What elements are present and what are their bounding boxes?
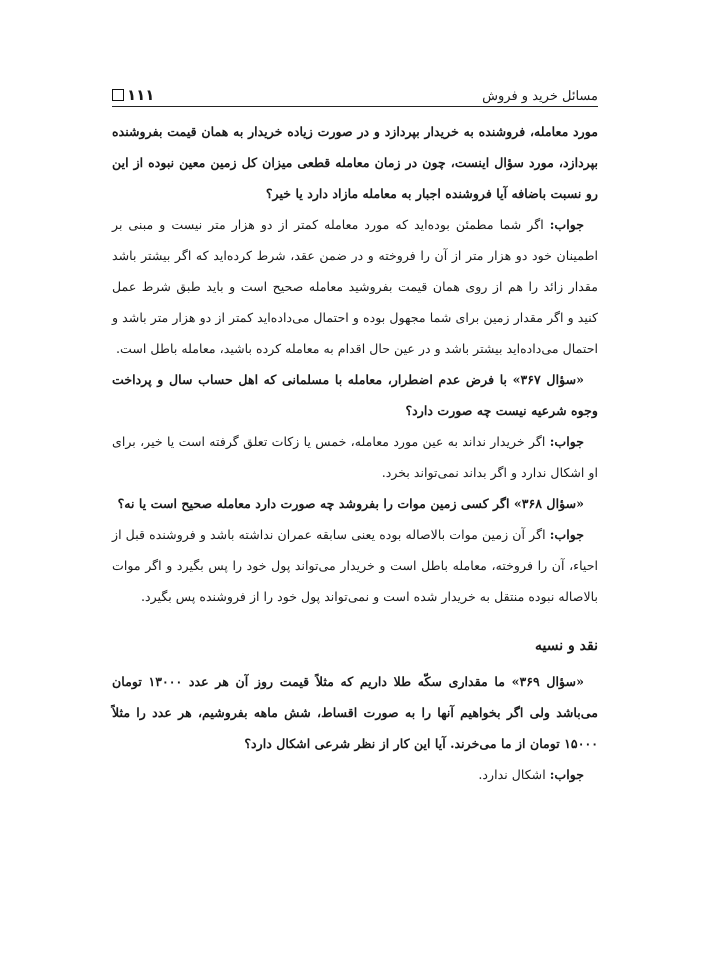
question-continuation: مورد معامله، فروشنده به خریدار بپردازد و در صورت زیاده خریدار به همان قیمت بفروشنده بپردازد، مورد سؤال اینست، چون در زمان معامله قطعی میزان کل زمین معین نبوده از این رو نسبت باضافه آیا فروشنده اجبار به معامله مازاد دارد یا خیر؟ — [112, 124, 598, 201]
answer-paragraph — [112, 519, 598, 612]
question-369: «سؤال ۳۶۹» ما مقداری سکّه طلا داریم که مثلاً قیمت روز آن هر عدد ۱۳۰۰۰ تومان می‌باشد ولی اگر بخواهیم آنها را به صورت اقساط، شش ماهه بفروشیم، هر عدد را مثلاً ۱۵۰۰۰ تومان از ما می‌خرند. آیا این کار از نظر شرعی اشکال دارد؟ — [112, 674, 598, 751]
question-367: «سؤال ۳۶۷» با فرض عدم اضطرار، معامله با مسلمانی که اهل حساب سال و پرداخت وجوه شرعیه نیست چه صورت دارد؟ — [112, 372, 598, 418]
answer-paragraph — [112, 209, 598, 364]
answer-text: اشکال ندارد. — [478, 767, 550, 782]
page-box-icon — [112, 89, 124, 101]
answer-paragraph — [112, 759, 598, 790]
page-content — [112, 116, 598, 790]
answer-text: اگر خریدار نداند به عین مورد معامله، خمس یا زکات تعلق گرفته است یا خیر، برای او اشکال ندارد و اگر بداند نمی‌تواند بخرد. — [112, 434, 598, 480]
answer-paragraph — [112, 426, 598, 488]
page-number — [112, 86, 154, 104]
page-number-text: ۱۱۱ — [127, 86, 155, 104]
page-header — [112, 76, 598, 107]
answer-label: جواب: — [549, 434, 584, 449]
running-title: مسائل خرید و فروش — [482, 89, 598, 104]
answer-label: جواب: — [549, 767, 584, 782]
answer-label: جواب: — [549, 527, 584, 542]
answer-text: اگر آن زمین موات بالاصاله بوده یعنی سابقه عمران نداشته باشد و فروشنده قبل از احیاء، آن را فروخته، معامله باطل است و خریدار می‌تواند پول خود را پس بگیرد و اگر موات بالاصاله نبوده منتقل به خریدار شده است و نمی‌تواند پول خود را از فروشنده پس بگیرد. — [112, 527, 598, 604]
section-title: نقد و نسیه — [535, 638, 598, 654]
question-368: «سؤال ۳۶۸» اگر کسی زمین موات را بفروشد چه صورت دارد معامله صحیح است یا نه؟ — [117, 496, 584, 511]
answer-text: اگر شما مطمئن بوده‌اید که مورد معامله کمتر از دو هزار متر نیست و مبنی بر اطمینان خود دو هزار متر از آن را فروخته و در ضمن عقد، شرط کرده‌اید که اگر بیشتر باشد مقدار زائد را هم از روی همان قیمت بفروشید معامله صحیح است و باید طبق شرط عمل کنید و اگر مقدار زمین برای شما مجهول بوده و احتمال می‌داده‌اید کمتر از دو هزار متر باشد و احتمال می‌داده‌اید بیشتر باشد و در عین حال اقدام به معامله کرده باشید، معامله باطل است. — [112, 217, 598, 356]
answer-label: جواب: — [549, 217, 584, 232]
